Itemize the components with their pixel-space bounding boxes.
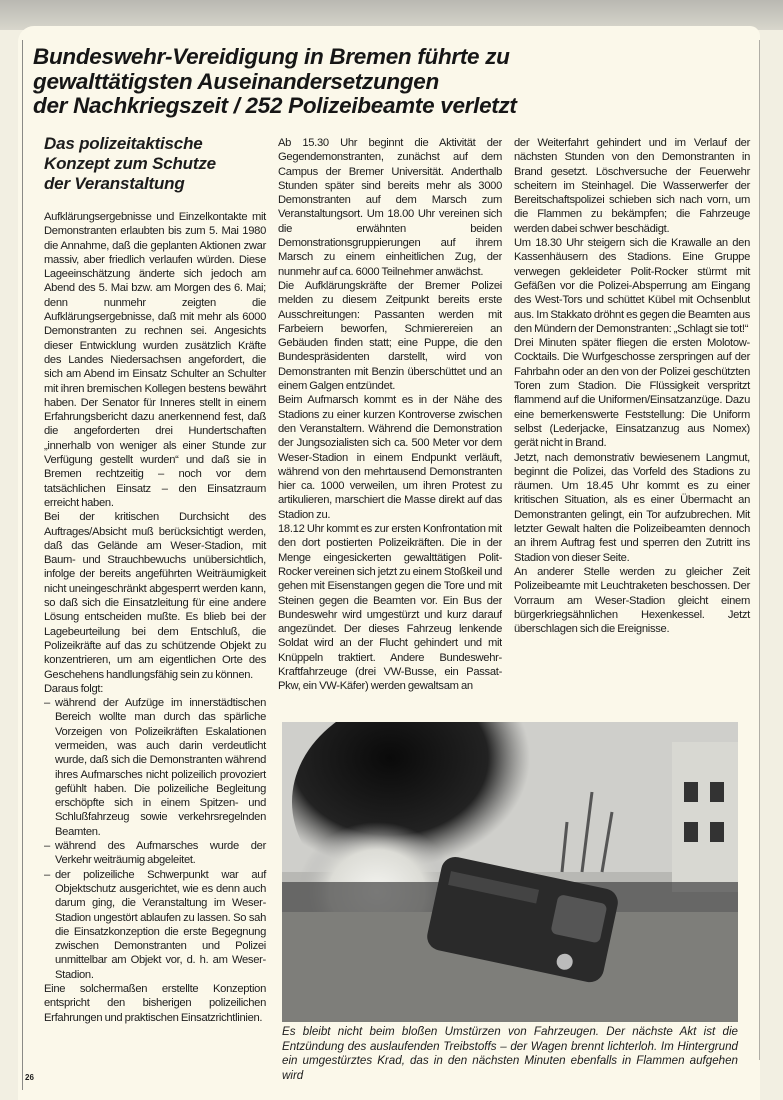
bullet-list bbox=[44, 696, 266, 982]
right-margin-rule bbox=[759, 40, 760, 1060]
paragraph: An anderer Stelle werden zu gleicher Zeit Polizeibeamte mit Leuchtraketen beschossen. Der Vorraum am Weser-Stadion gleicht einem bürgerkriegsähnlichen Hexenkessel. Jetzt überschlagen sich die Ereignisse. bbox=[514, 565, 750, 636]
headline-line: Bundeswehr-Vereidigung in Bremen führte zu bbox=[33, 44, 510, 69]
article-headline bbox=[33, 45, 733, 119]
headline-line: gewalttätigsten Auseinandersetzungen bbox=[33, 68, 439, 94]
building bbox=[672, 742, 738, 892]
subheadline-line: Das polizeitaktische bbox=[44, 134, 203, 153]
list-item: – der polizeiliche Schwerpunkt war auf Objektschutz ausgerichtet, wie es denn auch darum ging, die Veranstaltung im Weser-Stadion ungestört ablaufen zu lassen. So sah die Einsatzkonzeption die erste Begegnung zwischen Demonstranten und Polizei unmittelbar am Objekt vor, d. h. am Weser-Stadion. bbox=[44, 868, 266, 982]
section-subheadline bbox=[44, 134, 264, 194]
subheadline-line: Konzept zum Schutze bbox=[44, 154, 216, 173]
paragraph: Beim Aufmarsch kommt es in der Nähe des Stadions zu einer kurzen Kontroverse zwischen den Veranstaltern. Während die Demonstration der Jungsozialisten sich ca. 500 Meter vor dem Weser-Stadion in einem Endpunkt verläuft, während von den mehrtausend Demonstranten hier ca. 1000 verweilen, um ihren Protest zu artikulieren, marschiert die Masse direkt auf das Stadion zu. bbox=[278, 394, 502, 521]
paragraph: Aufklärungsergebnisse und Einzelkontakte mit Demonstranten erlaubten bis zum 5. Mai 1980 die Annahme, daß die geplanten Aktionen zwar massiv, aber friedlich verlaufen würden. Diese Lageeinschätzung änderte sich jedoch am Abend des 5. Mai bzw. am Morgen des 6. Mai; denn nunmehr zeigten die Aufklärungsergebnisse, daß mit mehr als 6000 Demonstranten zu rechnen sei. Angesichts dieser Entwicklung wurden zusätzlich Kräfte des Landes Niedersachsen angefordert, die sich am Abend im Einsatz Schulter an Schulter mit ihren bremischen Kollegen bestens bewährt haben. Der Senator für Inneres stellt in einem Erfahrungsbericht dazu anerkennend fest, daß die angeforderten drei Hundertschaften „innerhalb von weniger als einer Stunde zur Verfügung gestellt wurden“ und daß sie in Bremen rechtzeitig – noch vor dem tatsächlichen Einsatz – den Einsatzraum erreicht haben. bbox=[44, 211, 266, 509]
page-number: 26 bbox=[25, 1073, 34, 1082]
list-item: – während des Aufmarsches wurde der Verkehr weiträumig abgeleitet. bbox=[44, 839, 266, 868]
paragraph: Ab 15.30 Uhr beginnt die Aktivität der Gegendemonstranten, zunächst auf dem Campus der Bremer Universität. Anderthalb Stunden später sind bereits mehr als 3000 Demonstranten auf dem Marsch zum Veranstaltungsort. Um 18.00 Uhr vereinen sich die erwähnten beiden Demonstrationsgruppierungen auf ihrem Marsch zu einem einheitlichen Zug, der nunmehr auf ca. 6000 Teilnehmer anwächst. bbox=[278, 137, 502, 278]
paragraph: 18.12 Uhr kommt es zur ersten Konfrontation mit den dort postierten Polizeikräften. Die in der Menge eingesickerten gewalttätigen Polit-Rocker vereinen sich jetzt zu einem Stoßkeil und gehen mit Eisenstangen gegen die Tore und mit Steinen gegen die Beamten vor. Ein Bus der Bundeswehr wird umgestürzt und kurz darauf angezündet. Der dieses Fahrzeug lenkende Soldat wird an der Flucht gehindert und mit Knüppeln traktiert. Andere Bundeswehr-Kraftfahrzeuge (drei VW-Busse, ein Passat-Pkw, ein VW-Käfer) werden gewaltsam an bbox=[278, 523, 502, 693]
paragraph: Um 18.30 Uhr steigern sich die Krawalle an den Kassenhäusern des Stadions. Eine Gruppe verwegen gekleideter Polit-Rocker stürmt mit Gefäßen vor die Polizei-Absperrung am Eingang des West-Tors und schüttet Kübel mit Ochsenblut aus. Im Stakkato dröhnt es gegen die Beamten aus den Mündern der Demonstranten: „Schlagt sie tot!“ bbox=[514, 237, 750, 335]
paragraph: der Weiterfahrt gehindert und im Verlauf der nächsten Stunden von den Demonstranten in Brand gesetzt. Löschversuche der Feuerwehr scheitern im Steinhagel. Die Wasserwerfer der Bereitschaftspolizei schieben sich nach vorn, um die Flammen zu bekämpfen; die Fahrzeuge werden dabei schwer beschädigt. bbox=[514, 137, 750, 235]
list-item: – während der Aufzüge im innerstädtischen Bereich wollte man durch das spärliche Vorzeigen von Polizeikräften Eskalationen vermeiden, was auch darin verdeutlicht wurde, daß sich die Demonstranten während ihres Aufmarsches nicht polizeilich provoziert gefühlt haben. Die polizeiliche Begleitung erschöpfte sich in einem Spitzen- und Schlußfahrzeug sowie verkehrsregelnden Beamten. bbox=[44, 696, 266, 839]
paragraph: Jetzt, nach demonstrativ bewiesenem Langmut, beginnt die Polizei, das Vorfeld des Stadions zu räumen. Um 18.45 Uhr kommt es zu einer kritischen Situation, als es einer Übermacht an Demonstranten gelingt, ein Tor aufzubrechen. Mit letzter Gewalt halten die Polizeibeamten dennoch an ihrem Auftrag fest und sperren den Zutritt ins Stadion von dieser Seite. bbox=[514, 451, 750, 564]
left-margin-rule bbox=[22, 40, 23, 1090]
photo-caption: Es bleibt nicht beim bloßen Umstürzen von Fahrzeugen. Der nächste Akt ist die Entzündung des auslaufenden Treibstoffs – der Wagen brennt lichterloh. Im Hintergrund ein umgestürztes Krad, das in den nächsten Minuten ebenfalls in Flammen aufgehen wird bbox=[282, 1025, 738, 1082]
subheadline-line: der Veranstaltung bbox=[44, 174, 185, 193]
paragraph: Eine solchermaßen erstellte Konzeption entspricht den bisherigen polizeilichen Erfahrungen und praktischen Einsatzrichtlinien. bbox=[44, 983, 266, 1024]
paragraph: Drei Minuten später fliegen die ersten Molotow-Cocktails. Die Wurfgeschosse zerspringen auf der Fahrbahn oder an den von der Polizei geschützten Toren zum Stadion. Die Flüssigkeit verspritzt flammend auf die Uniformen/Einsatzanzüge. Dazu eine bemerkenswerte Feststellung: Die Uniform selbst (Lederjacke, Einsatzanzug aus Nomex) gerät nicht in Brand. bbox=[514, 337, 750, 450]
headline-line: der Nachkriegszeit / 252 Polizeibeamte verletzt bbox=[33, 93, 517, 118]
text-column-1 bbox=[44, 210, 266, 1025]
text-column-2 bbox=[278, 136, 502, 716]
paragraph: Daraus folgt: bbox=[44, 682, 104, 695]
text-column-3 bbox=[514, 136, 750, 636]
photo-illustration bbox=[282, 722, 738, 1022]
burning-vehicle-photo bbox=[282, 722, 738, 1022]
paragraph: Die Aufklärungskräfte der Bremer Polizei melden zu diesem Zeitpunkt bereits erste Ausschreitungen: Passanten werden mit Farbeiern beworfen, Schmierereien an Gebäuden finden statt; eine Puppe, die den Bundespräsidenten darstellt, wird von Demonstranten mit Benzin überschüttet und an einem Galgen entzündet. bbox=[278, 279, 502, 393]
paragraph: Bei der kritischen Durchsicht des Auftrages/Absicht muß berücksichtigt werden, daß das Gelände am Weser-Stadion, mit Baum- und Strauchbewuchs unübersichtlich, infolge der bereits angeführten Weiträumigkeit nicht uneingeschränkt abgesperrt werden kann, so daß sich die Einsatzleitung für eine andere Lösung entscheiden mußte. Es blieb bei der Lagebeurteilung bei dem Entschluß, die Polizeikräfte auf das zu schützende Objekt zu konzentrieren, um am eigentlichen Orte des Geschehens handlungsfähig sein zu können. bbox=[44, 511, 266, 681]
